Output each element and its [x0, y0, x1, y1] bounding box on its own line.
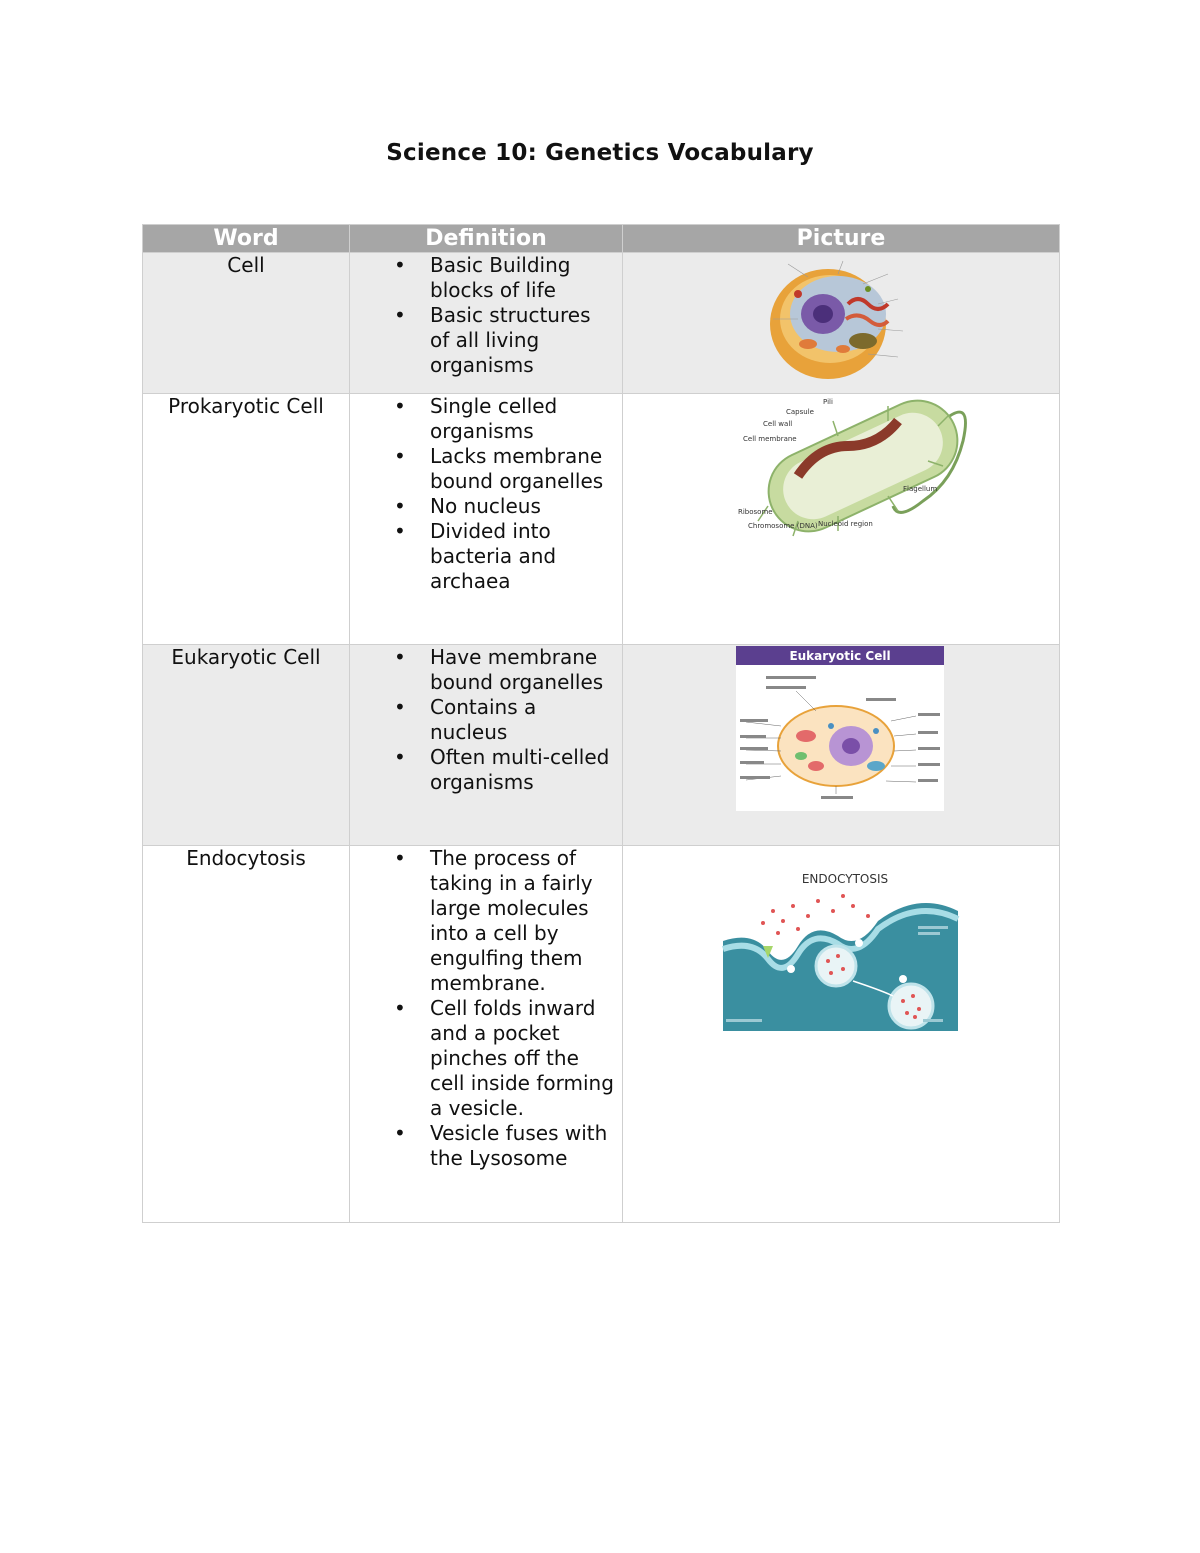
- definition-item: • Single celled organisms: [350, 394, 622, 444]
- eukaryotic-cell-image: [623, 645, 1058, 815]
- definition-cell: [350, 645, 623, 846]
- eukaryotic-banner-title: Eukaryotic Cell: [789, 649, 891, 663]
- definition-item: • Lacks membrane bound organelles: [350, 444, 622, 494]
- label-cell-membrane: Cell membrane: [743, 435, 797, 443]
- table-row: [143, 846, 1060, 1223]
- table-row: [143, 645, 1060, 846]
- page-title: Science 10: Genetics Vocabulary: [386, 140, 814, 166]
- label-cell-wall: Cell wall: [763, 420, 793, 428]
- definition-item: • Basic Building blocks of life: [350, 253, 622, 303]
- picture-cell: [623, 394, 1060, 645]
- label-ribosome: Ribosome: [738, 508, 773, 516]
- definition-item: • Contains a nucleus: [350, 695, 622, 745]
- picture-cell: [623, 645, 1060, 846]
- word-cell: Endocytosis: [143, 846, 350, 1223]
- word-cell: Eukaryotic Cell: [143, 645, 350, 846]
- word-cell: Cell: [143, 253, 350, 394]
- definition-item: • Basic structures of all living organisms: [350, 303, 622, 378]
- definition-cell: [350, 846, 623, 1223]
- definition-item: • The process of taking in a fairly large molecules into a cell by engulfing them membrane.: [350, 846, 622, 996]
- vocabulary-table: [142, 224, 1060, 1223]
- label-pili: Pili: [823, 398, 833, 406]
- definition-item: • Have membrane bound organelles: [350, 645, 622, 695]
- cell-diagram-image: [623, 253, 1058, 387]
- table-row: [143, 253, 1060, 394]
- definition-list: [350, 394, 622, 594]
- picture-cell: [623, 846, 1060, 1223]
- definition-item: • Cell folds inward and a pocket pinches off the cell inside forming a vesicle.: [350, 996, 622, 1121]
- definition-list: [350, 846, 622, 1171]
- label-chromosome: Chromosome (DNA): [748, 522, 818, 530]
- definition-item: • Divided into bacteria and archaea: [350, 519, 622, 594]
- definition-list: [350, 645, 622, 795]
- picture-cell: [623, 253, 1060, 394]
- definition-item: • No nucleus: [350, 494, 622, 519]
- header-picture: Picture: [623, 225, 1060, 253]
- definition-cell: [350, 394, 623, 645]
- header-definition: Definition: [350, 225, 623, 253]
- table-row: [143, 394, 1060, 645]
- endocytosis-title: ENDOCYTOSIS: [801, 872, 889, 886]
- endocytosis-image: [623, 846, 1058, 1046]
- definition-list: [350, 253, 622, 378]
- definition-cell: [350, 253, 623, 394]
- label-nucleoid: Nucleoid region: [818, 520, 873, 528]
- definition-item: • Often multi-celled organisms: [350, 745, 622, 795]
- word-cell: Prokaryotic Cell: [143, 394, 350, 645]
- table-header-row: [143, 225, 1060, 253]
- header-word: Word: [143, 225, 350, 253]
- label-flagellum: Flagellum: [903, 485, 938, 493]
- label-capsule: Capsule: [786, 408, 814, 416]
- prokaryotic-cell-image: [623, 394, 1058, 544]
- definition-item: • Vesicle fuses with the Lysosome: [350, 1121, 622, 1171]
